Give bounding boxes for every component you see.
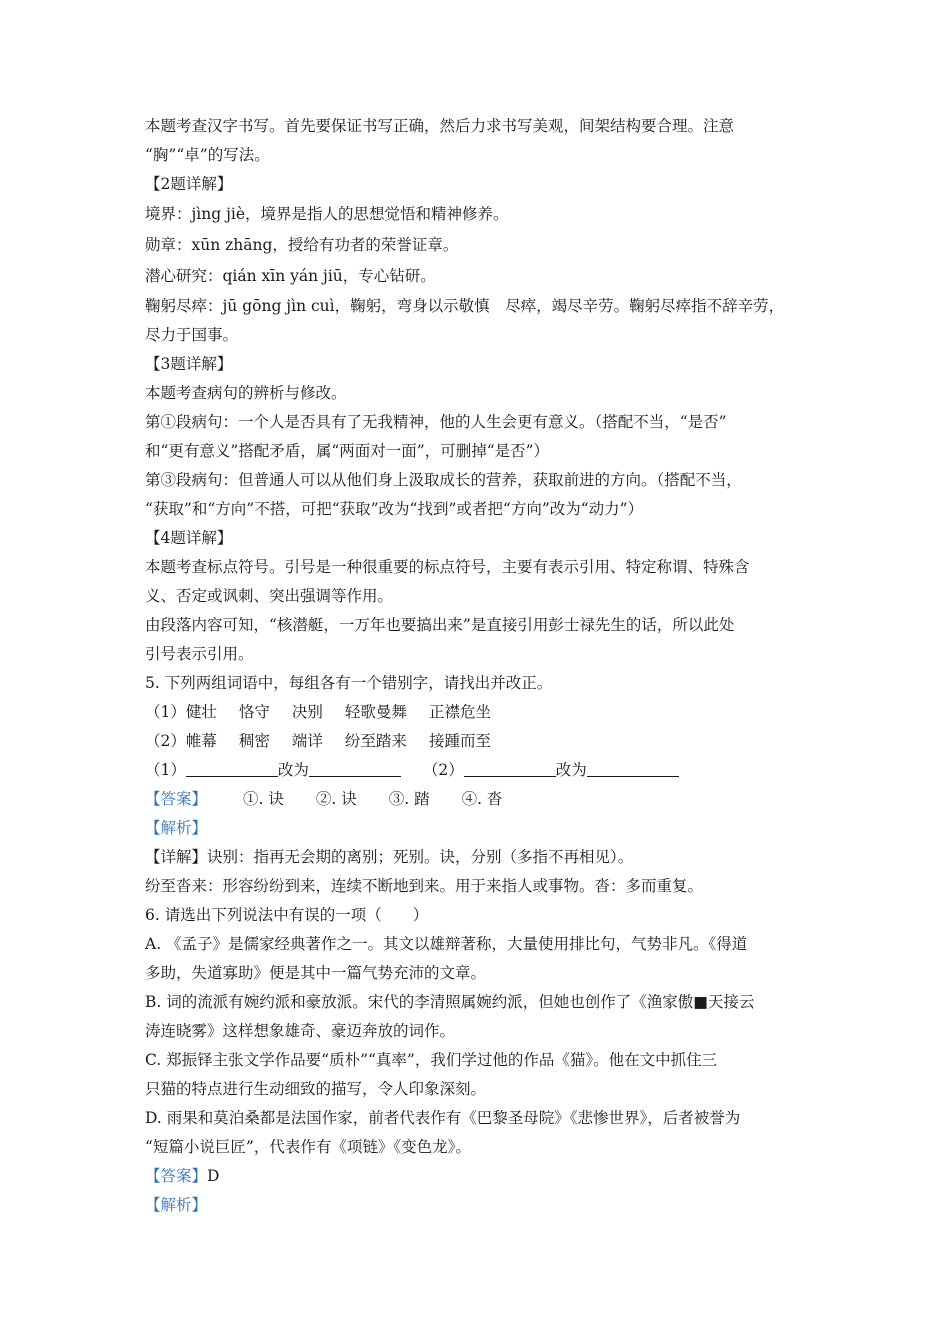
word-option: 接踵而至 xyxy=(428,732,491,750)
answer-line xyxy=(145,785,815,814)
word-option: 帷幕 xyxy=(185,732,217,750)
option-c: C. 郑振铎主张文学作品要“质朴”“真率”，我们学过他的作品《猫》。他在文中抓住三 xyxy=(145,1051,718,1069)
analysis-tag: 【解析】 xyxy=(145,1196,208,1214)
section-heading: 【2题详解】 xyxy=(145,175,233,193)
text-line: 第③段病句：但普通人可以从他们身上汲取成长的营养，获取前进的方向。（搭配不当， xyxy=(145,471,742,489)
document-page xyxy=(145,112,815,1220)
word-option: 决别 xyxy=(291,703,323,721)
section-heading: 【4题详解】 xyxy=(145,529,233,547)
option-d: D. 雨果和莫泊桑都是法国作家，前者代表作有《巴黎圣母院》《悲惨世界》，后者被誉为 xyxy=(145,1109,741,1127)
blank-3[interactable] xyxy=(464,758,556,777)
blank-1[interactable] xyxy=(186,758,278,777)
word-option: 端详 xyxy=(291,732,323,750)
word-option: 轻歌曼舞 xyxy=(344,703,407,721)
option-b: B. 词的流派有婉约派和豪放派。宋代的李清照属婉约派，但她也创作了《渔家傲■天接云 xyxy=(145,993,755,1011)
answer-item: ③. 踏 xyxy=(388,790,430,808)
text-line: 引号表示引用。 xyxy=(145,645,254,663)
analysis-tag: 【解析】 xyxy=(145,819,208,837)
word-option: 恪守 xyxy=(238,703,270,721)
question-5-stem: 5. 下列两组词语中，每组各有一个错别字，请找出并改正。 xyxy=(145,674,553,692)
word-group-1: （1）健壮 恪守 决别 轻歌曼舞 正襟危坐 xyxy=(145,698,815,727)
text-line: “获取”和“方向”不搭，可把“获取”改为“找到”或者把“方向”改为“动力”） xyxy=(145,500,644,518)
word-option: 稠密 xyxy=(238,732,270,750)
word-option: 健壮 xyxy=(185,703,217,721)
text-line: 本题考查标点符号。引号是一种很重要的标点符号，主要有表示引用、特定称谓、特殊含 xyxy=(145,558,750,576)
text-line: 纷至沓来：形容纷纷到来，连续不断地到来。用于来指人或事物。沓：多而重复。 xyxy=(145,877,704,895)
text-line: 本题考查病句的辨析与修改。 xyxy=(145,384,347,402)
answer-value: D xyxy=(207,1167,220,1185)
blank-4[interactable] xyxy=(587,758,679,777)
word-option: 正襟危坐 xyxy=(428,703,491,721)
option-a: A. 《孟子》是儒家经典著作之一。其文以雄辩著称，大量使用排比句，气势非凡。《得道 xyxy=(145,935,748,953)
detail-line: 【详解】诀别：指再无会期的离别；死别。诀，分别（多指不再相见）。 xyxy=(145,848,634,866)
text-line: “胸”“卓”的写法。 xyxy=(145,146,270,164)
text-line: 本题考查汉字书写。首先要保证书写正确，然后力求书写美观，间架结构要合理。注意 xyxy=(145,117,735,135)
option-d-cont: “短篇小说巨匠”，代表作有《项链》《变色龙》。 xyxy=(145,1138,471,1156)
text-line: 鞠躬尽瘁：jū gōng jìn cuì，鞠躬，弯身以示敬慎 尽瘁，竭尽辛劳。鞠躬尽瘁指不辞辛劳， xyxy=(145,297,785,315)
word-option: 纷至踏来 xyxy=(344,732,407,750)
text-line: 尽力于国事。 xyxy=(145,326,239,344)
text-line: 第①段病句：一个人是否具有了无我精神，他的人生会更有意义。（搭配不当，“是否” xyxy=(145,413,727,431)
section-heading: 【3题详解】 xyxy=(145,355,233,373)
answer-line xyxy=(145,1162,815,1191)
option-c-cont: 只猫的特点进行生动细致的描写，令人印象深刻。 xyxy=(145,1080,487,1098)
answer-tag: 【答案】 xyxy=(145,1167,208,1185)
answer-tag: 【答案】 xyxy=(145,790,208,808)
blank-2[interactable] xyxy=(309,758,401,777)
answer-item: ①. 诀 xyxy=(243,790,284,808)
fill-in-blanks: （1） 改为 （2） 改为 xyxy=(145,756,815,785)
question-6-stem: 6. 请选出下列说法中有误的一项（ ） xyxy=(145,906,429,924)
text-line: 义、否定或讽刺、突出强调等作用。 xyxy=(145,587,394,605)
text-line: 由段落内容可知，“核潜艇，一万年也要搞出来”是直接引用彭士禄先生的话，所以此处 xyxy=(145,616,735,634)
text-line: 潜心研究：qián xīn yán jiū，专心钻研。 xyxy=(145,267,436,285)
option-b-cont: 涛连晓雾》这样想象雄奇、豪迈奔放的词作。 xyxy=(145,1022,456,1040)
option-a-cont: 多助，失道寡助》便是其中一篇气势充沛的文章。 xyxy=(145,964,487,982)
answer-item: ②. 诀 xyxy=(315,790,357,808)
answer-item: ④. 沓 xyxy=(461,790,503,808)
text-line: 境界：jìng jiè，境界是指人的思想觉悟和精神修养。 xyxy=(145,205,509,223)
word-group-2: （2）帷幕 稠密 端详 纷至踏来 接踵而至 xyxy=(145,727,815,756)
text-line: 勋章：xūn zhāng，授给有功者的荣誉证章。 xyxy=(145,236,459,254)
text-line: 和“更有意义”搭配矛盾，属“两面对一面”，可删掉“是否”） xyxy=(145,442,550,460)
detail-tag: 【详解】 xyxy=(145,848,208,866)
